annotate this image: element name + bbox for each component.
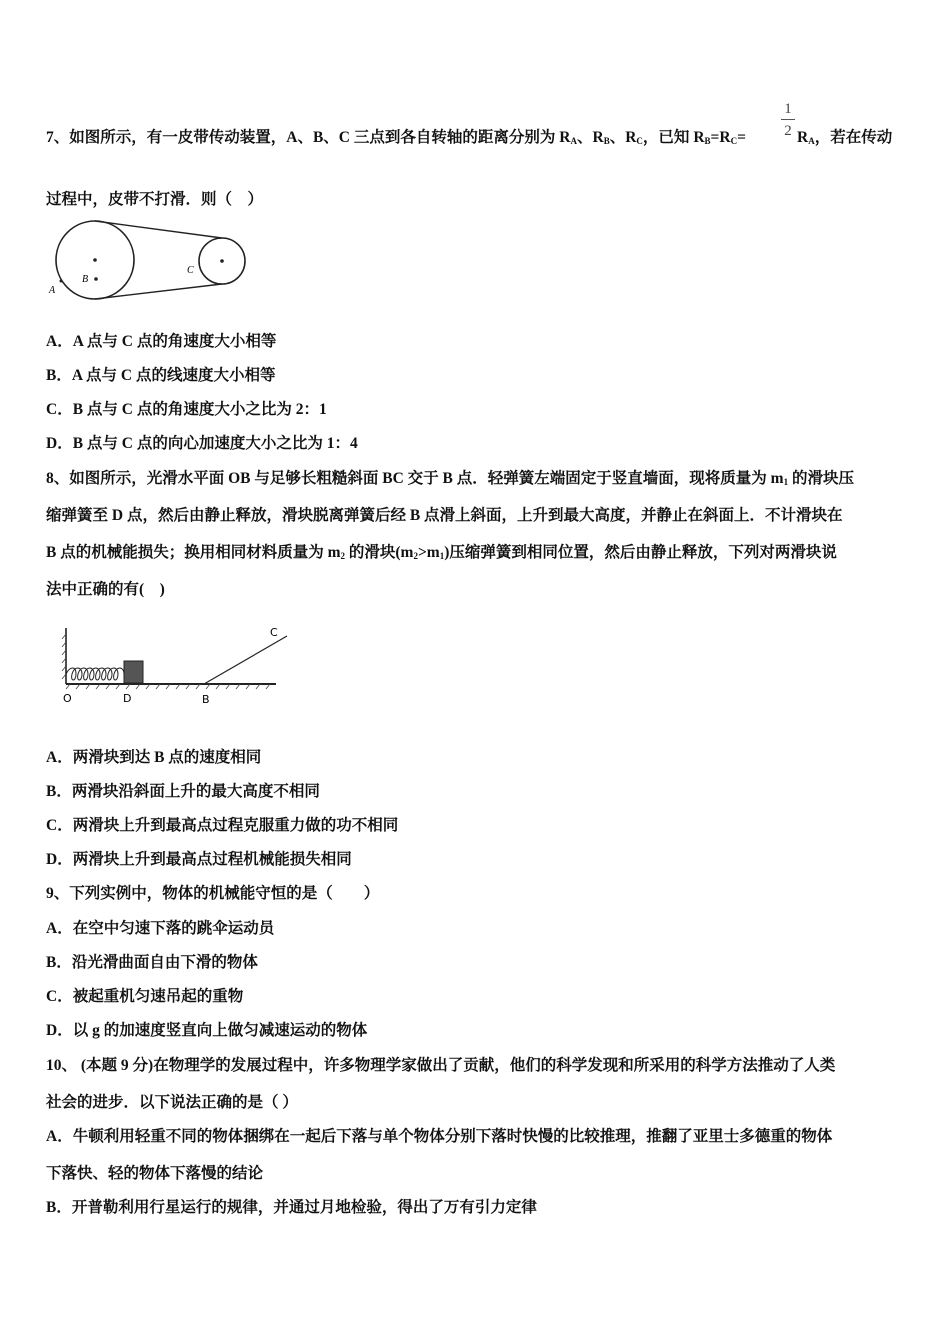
q9-stem: 9、下列实例中，物体的机械能守恒的是（ ）: [46, 885, 380, 902]
q8-label-b: B: [202, 693, 210, 706]
q7-belt-bottom: [95, 284, 222, 299]
q7-eq-mid: =R: [710, 129, 731, 146]
q8-line3-a: B 点的机械能损失；换用相同材料质量为 m: [46, 544, 341, 561]
q7-rc: R: [625, 129, 637, 146]
q7-label-a: A: [49, 285, 56, 296]
q8-incline: [204, 636, 287, 684]
q7-stem-line2: 过程中，皮带不打滑．则（ ）: [46, 191, 264, 208]
q9-option-a: A．在空中匀速下落的跳伞运动员: [46, 920, 275, 937]
q8-spring-diagram: [56, 622, 306, 712]
q8-label-d: D: [123, 692, 132, 705]
q7-stem-text2: 三点到各自转轴的距离分别为: [350, 129, 560, 146]
q8-stem-line4: 法中正确的有( ): [46, 581, 165, 598]
q8-line3-d: )压缩弹簧到相同位置，然后由静止释放，下列对两滑块说: [444, 544, 837, 561]
q7-fraction: [781, 100, 795, 140]
q8-label-o: O: [63, 692, 72, 705]
q7-option-a: A．A 点与 C 点的角速度大小相等: [46, 333, 277, 350]
q8-label-c: C: [270, 626, 278, 639]
q7-axis-big: [93, 258, 97, 262]
q7-point-b: [94, 277, 98, 281]
q8-option-c: C．两滑块上升到最高点过程克服重力做的功不相同: [46, 817, 399, 834]
q7-ra: R: [559, 129, 571, 146]
q8-line1-b: 的滑块压: [788, 470, 854, 487]
q8-spring: [66, 668, 124, 680]
q10-option-a-line2: 下落快、轻的物体下落慢的结论: [46, 1165, 264, 1182]
q7-belt-top: [95, 221, 222, 238]
q7-known: ，已知: [642, 129, 694, 146]
q7-option-b: B．A 点与 C 点的线速度大小相等: [46, 367, 276, 384]
q7-eq-end: =: [737, 129, 746, 146]
q8-block: [124, 661, 143, 683]
q7-label-c: C: [187, 265, 194, 276]
q9-option-b: B．沿光滑曲面自由下滑的物体: [46, 954, 258, 971]
q8-line3-sub3: 1: [439, 551, 445, 561]
q10-stem-line1: 10、 (本题 9 分)在物理学的发展过程中，许多物理学家做出了贡献，他们的科学发现和所采用的科学方法推动了人类: [46, 1057, 836, 1074]
q7-rc-sub: C: [636, 136, 643, 146]
q7-point-a: [60, 280, 63, 283]
q8-stem-line3: [46, 543, 837, 563]
q7-tail-text: ，若在传动: [814, 129, 893, 146]
q7-stem-text: 7、如图所示，有一皮带传动装置，: [46, 129, 287, 146]
q8-option-d: D．两滑块上升到最高点过程机械能损失相同: [46, 851, 352, 868]
q8-option-b: B．两滑块沿斜面上升的最大高度不相同: [46, 783, 320, 800]
q8-stem-line2: 缩弹簧至 D 点，然后由静止释放，滑块脱离弹簧后经 B 点滑上斜面，上升到最大高度，并静止在斜面上．不计滑块在: [46, 507, 843, 524]
q7-belt-diagram: [46, 218, 256, 308]
q8-stem-line1: [46, 469, 854, 489]
q7-option-c: C．B 点与 C 点的角速度大小之比为 2：1: [46, 401, 327, 418]
q7-eq-rb-sub: B: [704, 136, 711, 146]
q7-tail-r: R: [797, 129, 809, 146]
q8-option-a: A．两滑块到达 B 点的速度相同: [46, 749, 262, 766]
q10-option-a-line1: A．牛顿利用轻重不同的物体捆绑在一起后下落与单个物体分别下落时快慢的比较推理，推翻了亚里士多德重的物体: [46, 1128, 833, 1145]
q8-line3-sub2: 2: [413, 551, 418, 561]
q10-stem-line2: 社会的进步．以下说法正确的是（ ）: [46, 1094, 298, 1111]
q8-line3-c: >m: [417, 544, 440, 561]
q8-line1-a: 8、如图所示，光滑水平面 OB 与足够长粗糙斜面 BC 交于 B 点．轻弹簧左端固定于竖直墙面，现将质量为 m: [46, 470, 784, 487]
q7-eq-rc-sub: C: [730, 136, 738, 146]
q7-rb-sub: B: [603, 136, 610, 146]
q7-label-b: B: [82, 274, 89, 285]
q9-option-d: D．以 g 的加速度竖直向上做匀减速运动的物体: [46, 1022, 368, 1039]
q7-tail-sub: A: [808, 136, 815, 146]
q7-frac-bar: [781, 119, 795, 120]
q8-line1-sub: 1: [783, 477, 789, 487]
q7-eq-rb: R: [693, 129, 705, 146]
q9-option-c: C．被起重机匀速吊起的重物: [46, 988, 244, 1005]
q7-stem-tail: [797, 128, 892, 148]
q8-line3-sub1: 2: [340, 551, 346, 561]
q7-stem-line1: 7、如图所示，有一皮带传动装置，A、B、C 三点到各自转轴的距离分别为 $R_A$、$R_B$、$R_C$，已知 $R_B=R_C=$: [46, 129, 746, 146]
q7-rb: R: [592, 129, 604, 146]
q7-ra-sub: A: [570, 136, 577, 146]
q7-axis-small: [220, 259, 224, 263]
q7-frac-num: 1: [784, 101, 792, 117]
q7-points: A、B、C: [286, 129, 350, 146]
q7-option-d: D．B 点与 C 点的向心加速度大小之比为 1：4: [46, 435, 358, 452]
q7-frac-den: 2: [784, 123, 792, 139]
q8-line3-b: 的滑块(m: [345, 544, 414, 561]
q10-option-b: B．开普勒利用行星运行的规律，并通过月地检验，得出了万有引力定律: [46, 1199, 537, 1216]
